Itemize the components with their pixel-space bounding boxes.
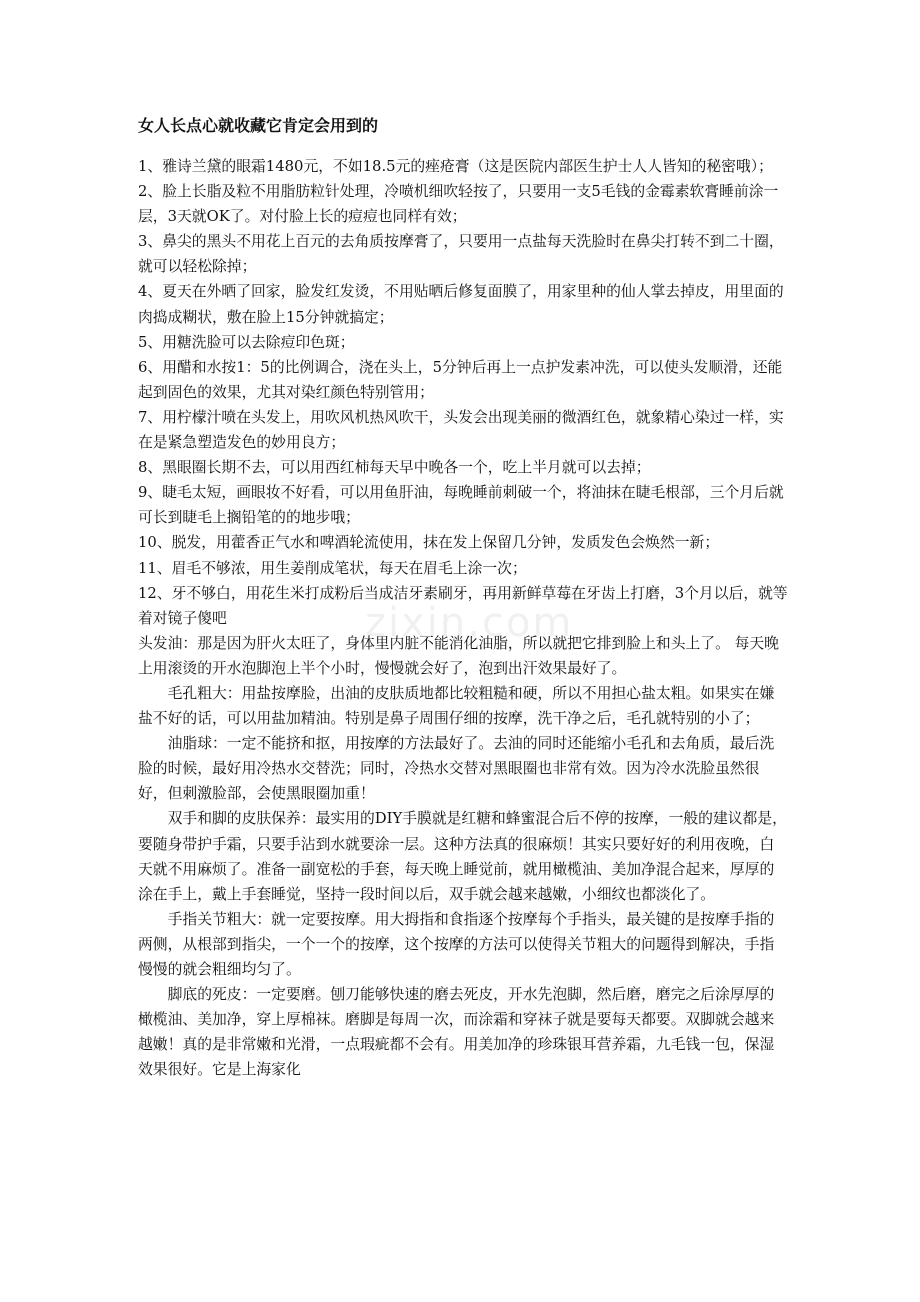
tip-5: 5、用糖洗脸可以去除痘印色斑； [138, 333, 355, 351]
paragraph-dead-skin: 脚底的死皮：一定要磨。刨刀能够快速的磨去死皮，开水先泡脚，然后磨，磨完之后涂厚厚的橄榄油、美加净，穿上厚棉袜。磨脚是每周一次，而涂霜和穿袜子就是要每天都要。双脚就会越来越嫩！真的是非常嫩和光滑，一点瑕疵都不会有。用美加净的珍珠银耳营养霜，九毛钱一包，保湿效果很好。它是上海家化 [138, 986, 775, 1079]
tip-7: 7、用柠檬汁喷在头发上，用吹风机热风吹干，头发会出现美丽的微酒红色，就象精心染过一样，实在是紧急塑造发色的妙用良方； [138, 408, 784, 452]
tip-12: 12、牙不够白，用花生米打成粉后当成洁牙素刷牙，再用新鲜草莓在牙齿上打磨，3个月以后，就等着对镜子傻吧 [138, 584, 788, 627]
tip-8: 8、黑眼圈长期不去，可以用西红柿每天早中晚各一个，吃上半月就可以去掉； [138, 459, 651, 477]
paragraph-hand-foot-care: 双手和脚的皮肤保养：最实用的DIY手膜就是红糖和蜂蜜混合后不停的按摩，一般的建议都是，要随身带护手霜，只要手沾到水就要涂一层。这种方法真的很麻烦！其实只要好好的利用夜晚，白天就不用麻烦了。准备一副宽松的手套，每天晚上睡觉前，就用橄榄油、美加净混合起来，厚厚的涂在手上，戴上手套睡觉，坚持一段时间以后，双手就会越来越嫩，小细纹也都淡化了。 [138, 810, 787, 903]
tip-11: 11、眉毛不够浓，用生姜削成笔状，每天在眉毛上涂一次； [138, 559, 527, 577]
paragraph-finger-joints: 手指关节粗大：就一定要按摩。用大拇指和食指逐个按摩每个手指头，最关键的是按摩手指的两侧，从根部到指尖，一个一个的按摩，这个按摩的方法可以使得关节粗大的问题得到解决，手指慢慢的就会粗细均匀了。 [138, 910, 775, 978]
tip-2: 2、脸上长脂及粒不用脂肪粒针处理，冷喷机细吹轻按了，只要用一支5毛钱的金霉素软膏睡前涂一层，3天就OK了。对付脸上长的痘痘也同样有效； [138, 183, 779, 226]
tip-1: 1、雅诗兰黛的眼霜1480元，不如18.5元的痤疮膏（这是医院内部医生护士人人皆知的秘密哦）； [138, 158, 773, 175]
tip-6: 6、用醋和水按1：5的比例调合，浇在头上，5分钟后再上一点护发素冲洗，可以使头发顺滑，还能起到固色的效果，尤其对染红颜色特别管用； [138, 358, 783, 401]
paragraph-oily-hair: 头发油：那是因为肝火太旺了，身体里内脏不能消化油脂，所以就把它排到脸上和头上了。 每天晚上用滚烫的开水泡脚泡上半个小时，慢慢就会好了，泡到出汗效果最好了。 [138, 634, 779, 677]
document-title: 女人长点心就收藏它肯定会用到的 [138, 116, 379, 135]
watermark: zixin.com [365, 600, 574, 646]
tip-3: 3、鼻尖的黑头不用花上百元的去角质按摩膏了，只要用一点盐每天洗脸时在鼻尖打转不到二十圈，就可以轻松除掉； [138, 233, 784, 276]
tip-9: 9、睫毛太短，画眼妆不好看，可以用鱼肝油，每晚睡前刺破一个，将油抹在睫毛根部，三个月后就可长到睫毛上搁铅笔的的地步哦； [138, 484, 784, 527]
paragraph-oil-balls: 油脂球：一定不能挤和抠，用按摩的方法最好了。去油的同时还能缩小毛孔和去角质，最后洗脸的时候，最好用冷热水交替洗；同时，冷热水交替对黑眼圈也非常有效。因为冷水洗脸虽然很好，但刺激脸部，会使黑眼圈加重！ [138, 735, 775, 803]
tip-4: 4、夏天在外晒了回家，脸发红发烫，不用贴晒后修复面膜了，用家里种的仙人掌去掉皮，用里面的肉捣成糊状，敷在脸上15分钟就搞定； [138, 283, 784, 326]
tip-10: 10、脱发，用藿香正气水和啤酒轮流使用，抹在发上保留几分钟，发质发色会焕然一新； [138, 534, 720, 552]
paragraph-large-pores: 毛孔粗大：用盐按摩脸，出油的皮肤质地都比较粗糙和硬，所以不用担心盐太粗。如果实在嫌盐不好的话，可以用盐加精油。特别是鼻子周围仔细的按摩，洗干净之后，毛孔就特别的小了； [138, 684, 775, 728]
document-body [138, 154, 788, 1082]
